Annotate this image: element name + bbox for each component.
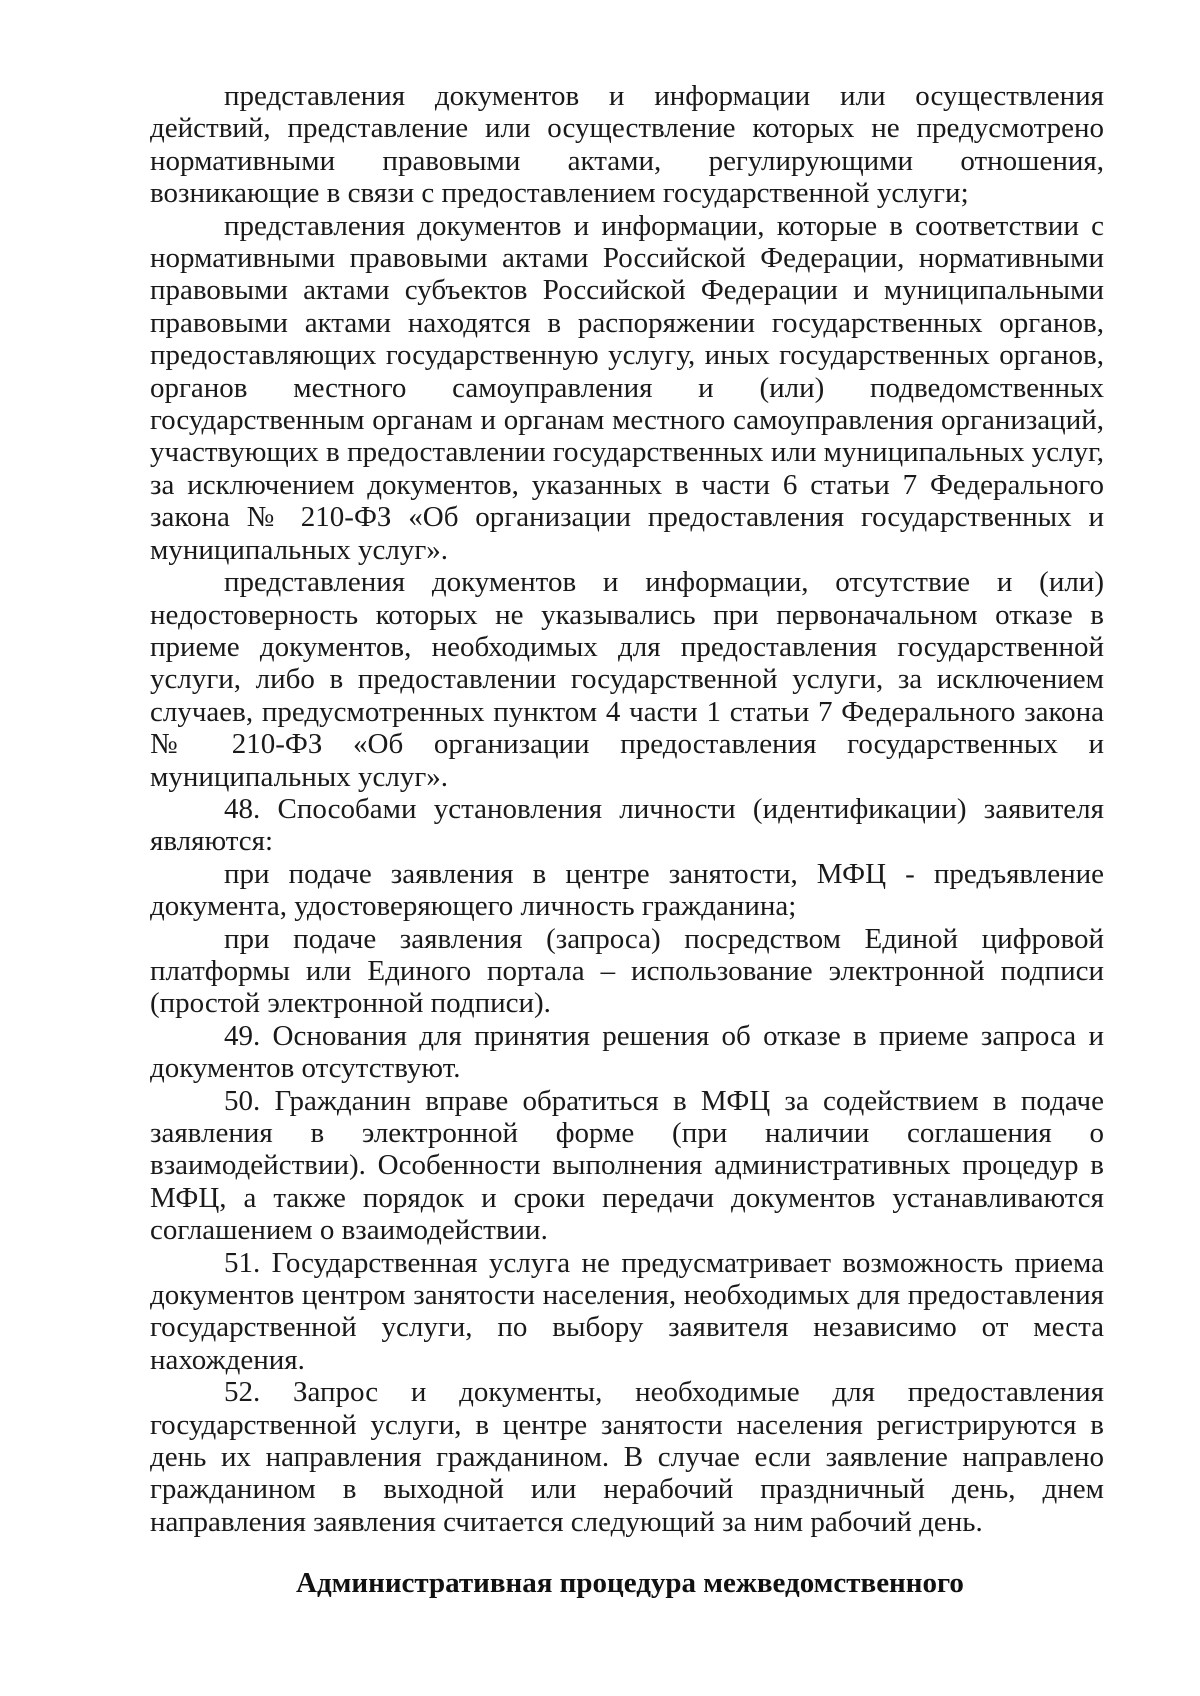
paragraph: при подаче заявления в центре занятости, МФЦ - предъявление документа, удостоверяющего личность гражданина;	[150, 857, 1104, 923]
paragraph-item-48: 48. Способами установления личности (идентификации) заявителя являются:	[150, 792, 1104, 858]
paragraph: представления документов и информации, которые в соответствии с нормативными правовыми актами Российской Федерации, нормативными правовыми актами субъектов Российской Федерации и муниципальными правовыми актами находятся в распоряжении государственных органов, предоставляющих государственную услугу, иных государственных органов, органов местного самоуправления и (или) подведомственных государственным органам и органам местного самоуправления организаций, участвующих в предоставлении государственных или муниципальных услуг, за исключением документов, указанных в части 6 статьи 7 Федерального закона № 210-ФЗ «Об организации предоставления государственных и муниципальных услуг».	[150, 209, 1104, 566]
document-body	[150, 80, 1104, 1538]
section-heading: Административная процедура межведомственного	[296, 1567, 964, 1599]
paragraph: при подаче заявления (запроса) посредством Единой цифровой платформы или Единого портала – использование электронной подписи (простой электронной подписи).	[150, 922, 1104, 1020]
paragraph-item-49: 49. Основания для принятия решения об отказе в приеме запроса и документов отсутствуют.	[150, 1019, 1104, 1085]
paragraph: представления документов и информации, отсутствие и (или) недостоверность которых не указывались при первоначальном отказе в приеме документов, необходимых для предоставления государственной услуги, либо в предоставлении государственной услуги, за исключением случаев, предусмотренных пунктом 4 части 1 статьи 7 Федерального закона № 210-ФЗ «Об организации предоставления государственных и муниципальных услуг».	[150, 566, 1104, 793]
paragraph: представления документов и информации или осуществления действий, представление или осуществление которых не предусмотрено нормативными правовыми актами, регулирующими отношения, возникающие в связи с предоставлением государственной услуги;	[150, 80, 1104, 210]
paragraph-item-50: 50. Гражданин вправе обратиться в МФЦ за содействием в подаче заявления в электронной форме (при наличии соглашения о взаимодействии). Особенности выполнения административных процедур в МФЦ, а также порядок и сроки передачи документов устанавливаются соглашением о взаимодействии.	[150, 1084, 1104, 1247]
paragraph-item-52: 52. Запрос и документы, необходимые для предоставления государственной услуги, в центре занятости населения регистрируются в день их направления гражданином. В случае если заявление направлено гражданином в выходной или нерабочий праздничный день, днем направления заявления считается следующий за ним рабочий день.	[150, 1376, 1104, 1538]
paragraph-item-51: 51. Государственная услуга не предусматривает возможность приема документов центром занятости населения, необходимых для предоставления государственной услуги, по выбору заявителя независимо от места нахождения.	[150, 1246, 1104, 1376]
